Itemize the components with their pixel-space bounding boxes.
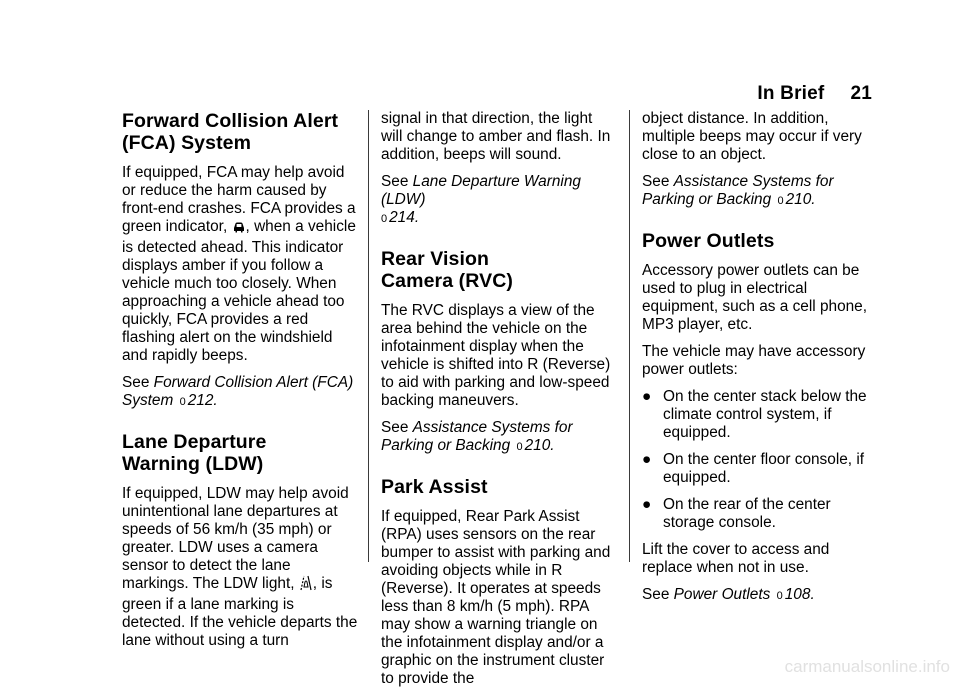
watermark: carmanualsonline.info bbox=[784, 657, 950, 676]
park-assist-ref-link[interactable]: Assistance Systems for Parking or Backing bbox=[642, 173, 834, 208]
ldw-paragraph: If equipped, LDW may help avoid unintentional lane departures at speeds of 56 km/h (35 mph) or greater. LDW uses a camera sensor to detect the lane markings. The LDW light, , is green if a lane marking is detected. If the vehicle departs the lane without using a turn bbox=[122, 485, 358, 649]
list-item: ● On the center floor console, if equipped. bbox=[642, 451, 865, 486]
ldw-heading: Lane Departure Warning (LDW) bbox=[122, 431, 267, 475]
park-assist-paragraph-continued: object distance. In addition, multiple beeps may occur if very close to an object. bbox=[642, 110, 862, 163]
bullet-icon: ● bbox=[642, 496, 652, 513]
page-header bbox=[757, 83, 872, 105]
column-3 bbox=[642, 110, 878, 614]
power-outlets-paragraph: Accessory power outlets can be used to plug in electrical equipment, such as a cell phone, MP3 player, etc. bbox=[642, 262, 868, 333]
lane-departure-icon bbox=[299, 575, 313, 596]
forward-collision-car-icon bbox=[232, 220, 246, 239]
list-item: ● On the center stack below the climate control system, if equipped. bbox=[642, 388, 867, 441]
page-number: 21 bbox=[850, 83, 872, 104]
page-ref-icon: 0 bbox=[516, 441, 523, 453]
section-title: In Brief bbox=[757, 83, 825, 104]
fca-paragraph: If equipped, FCA may help avoid or reduce the harm caused by front-end crashes. FCA provides a green indicator, , when a vehicle is detected ahead. This indicator displays amber if you follow a vehicle much too closely. When approaching a vehicle ahead too quickly, FCA provides a red flashing alert on the windshield and rapidly beeps. bbox=[122, 164, 356, 364]
park-assist-reference: See Assistance Systems for Parking or Backing 0 210. bbox=[642, 173, 834, 208]
page-ref-icon: 0 bbox=[381, 213, 388, 225]
rvc-heading: Rear Vision Camera (RVC) bbox=[381, 248, 513, 292]
fca-ref-page[interactable]: 212 bbox=[187, 392, 214, 409]
list-item: ● On the rear of the center storage console. bbox=[642, 496, 831, 531]
power-outlets-paragraph-3: Lift the cover to access and replace when not in use. bbox=[642, 541, 830, 576]
fca-ref-link[interactable]: Forward Collision Alert (FCA) System bbox=[122, 374, 354, 409]
fca-reference: See Forward Collision Alert (FCA) System 0 212. bbox=[122, 374, 354, 409]
rvc-ref-link[interactable]: Assistance Systems for Parking or Backing bbox=[381, 419, 573, 454]
ldw-reference: See Lane Departure Warning (LDW) 0 214. bbox=[381, 173, 581, 226]
column-1 bbox=[122, 110, 358, 659]
rvc-ref-page[interactable]: 210 bbox=[524, 437, 551, 454]
bullet-icon: ● bbox=[642, 451, 652, 468]
ldw-ref-link[interactable]: Lane Departure Warning (LDW) bbox=[381, 173, 581, 208]
park-assist-heading: Park Assist bbox=[381, 476, 488, 498]
bullet-icon: ● bbox=[642, 388, 652, 405]
power-outlets-ref-link[interactable]: Power Outlets bbox=[673, 586, 771, 603]
power-outlets-ref-page[interactable]: 108 bbox=[784, 586, 811, 603]
page-ref-icon: 0 bbox=[777, 195, 784, 207]
power-outlets-paragraph-2: The vehicle may have accessory power outlets: bbox=[642, 343, 866, 378]
power-outlets-reference: See Power Outlets 0 108. bbox=[642, 586, 815, 603]
rvc-reference: See Assistance Systems for Parking or Backing 0 210. bbox=[381, 419, 573, 454]
rvc-paragraph: The RVC displays a view of the area behind the vehicle on the infotainment display when the vehicle is shifted into R (Reverse) to aid with parking and low-speed backing maneuvers. bbox=[381, 302, 611, 409]
page-ref-icon: 0 bbox=[776, 590, 783, 602]
fca-heading: Forward Collision Alert (FCA) System bbox=[122, 110, 339, 154]
page-ref-icon: 0 bbox=[179, 396, 186, 408]
ldw-ref-page[interactable]: 214 bbox=[389, 209, 415, 226]
park-assist-ref-page[interactable]: 210 bbox=[785, 191, 812, 208]
column-2 bbox=[381, 110, 617, 697]
park-assist-paragraph: If equipped, Rear Park Assist (RPA) uses sensors on the rear bumper to assist with parking and avoiding objects while in R (Reverse). It operates at speeds less than 8 km/h (5 mph). RPA may show a warning triangle on the infotainment display and/or a graphic on the instrument cluster to provide the bbox=[381, 508, 611, 687]
power-outlets-heading: Power Outlets bbox=[642, 230, 775, 252]
column-divider bbox=[629, 110, 630, 562]
ldw-paragraph-continued: signal in that direction, the light will change to amber and flash. In addition, beeps will sound. bbox=[381, 110, 611, 163]
column-divider bbox=[368, 110, 369, 562]
